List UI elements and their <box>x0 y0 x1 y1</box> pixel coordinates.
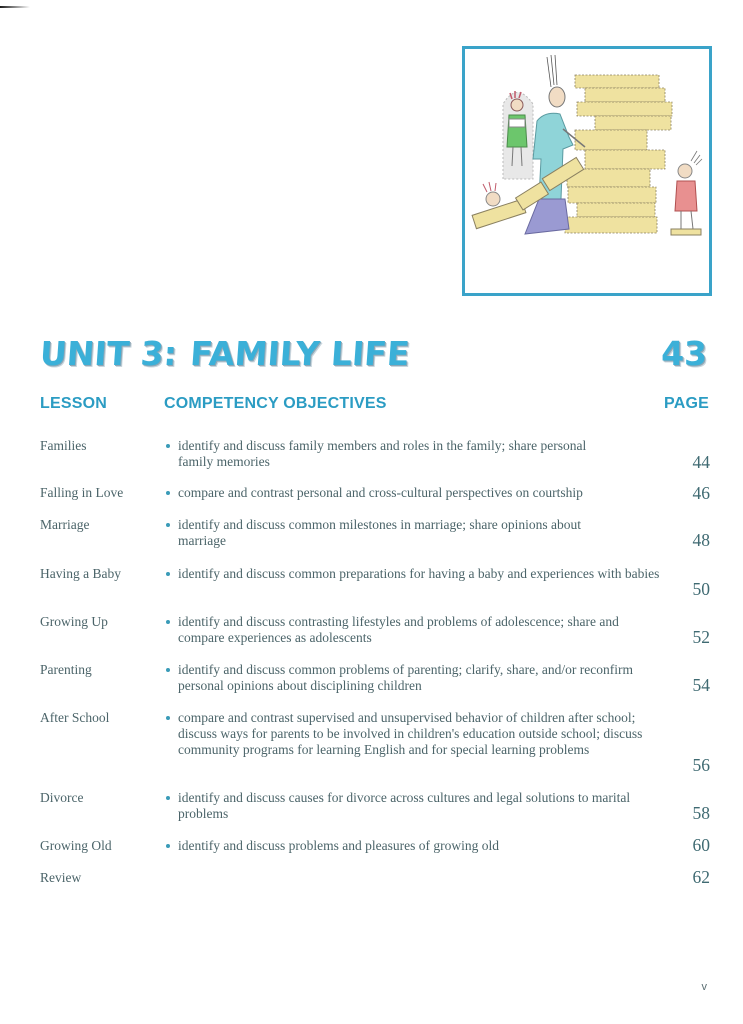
lesson-name: Families <box>40 438 87 453</box>
lesson-objective: compare and contrast personal and cross-cultural perspectives on courtship <box>178 485 583 500</box>
lesson-name: Divorce <box>40 790 84 805</box>
family-blocks-illustration-icon <box>465 49 709 293</box>
lesson-page: 62 <box>692 867 710 887</box>
lesson-objective: identify and discuss causes for divorce across cultures and legal solutions to marital problems <box>178 790 631 821</box>
scan-artifact <box>0 6 30 8</box>
bullet-icon <box>166 523 170 527</box>
lesson-objective: identify and discuss common problems of parenting; clarify, share, and/or reconfirm personal opinions about disciplining children <box>178 662 633 693</box>
lesson-page: 58 <box>692 803 710 823</box>
page-folio: v <box>701 981 707 993</box>
lesson-name: Parenting <box>40 662 92 677</box>
lesson-objective: identify and discuss common preparations for having a baby and experiences with babies <box>178 566 660 581</box>
lesson-objective: identify and discuss family members and roles in the family; share personal family memories <box>178 438 587 469</box>
lesson-name: Review <box>40 870 82 885</box>
lesson-page: 44 <box>692 452 710 472</box>
bullet-icon <box>166 572 170 576</box>
lesson-objective: identify and discuss problems and pleasures of growing old <box>178 838 499 853</box>
column-header-page: PAGE <box>664 395 709 412</box>
lesson-objective: identify and discuss contrasting lifestyles and problems of adolescence; share and compare experiences as adolescents <box>178 614 619 645</box>
lesson-name: After School <box>40 710 110 725</box>
lesson-objective: compare and contrast supervised and unsupervised behavior of children after school; discuss ways for parents to be involved in children's education outside school; discuss community programs for learning English and for special learning problems <box>178 710 643 757</box>
lesson-page: 46 <box>692 483 710 503</box>
bullet-icon <box>166 444 170 448</box>
bullet-icon <box>166 620 170 624</box>
column-header-lesson: LESSON <box>40 395 107 412</box>
bullet-icon <box>166 716 170 720</box>
lesson-name: Growing Old <box>40 838 112 853</box>
lesson-name: Growing Up <box>40 614 108 629</box>
bullet-icon <box>166 668 170 672</box>
bullet-icon <box>166 491 170 495</box>
bullet-icon <box>166 796 170 800</box>
lesson-page: 60 <box>692 835 710 855</box>
lesson-name: Having a Baby <box>40 566 121 581</box>
column-header-objectives: COMPETENCY OBJECTIVES <box>164 395 387 412</box>
lesson-objective: identify and discuss common milestones in marriage; share opinions about marriage <box>178 517 582 548</box>
bullet-icon <box>166 844 170 848</box>
unit-number: UNIT 3: <box>38 334 179 373</box>
lesson-name: Falling in Love <box>40 485 124 500</box>
lesson-page: 50 <box>692 579 710 599</box>
lesson-name: Marriage <box>40 517 90 532</box>
unit-name: FAMILY LIFE <box>188 334 411 373</box>
lesson-page: 48 <box>692 530 710 550</box>
unit-illustration <box>462 46 712 296</box>
lesson-page: 56 <box>692 755 710 775</box>
lesson-page: 54 <box>692 675 710 695</box>
lesson-page: 52 <box>692 627 710 647</box>
unit-start-page: 43 <box>661 334 707 373</box>
unit-title <box>39 334 411 373</box>
